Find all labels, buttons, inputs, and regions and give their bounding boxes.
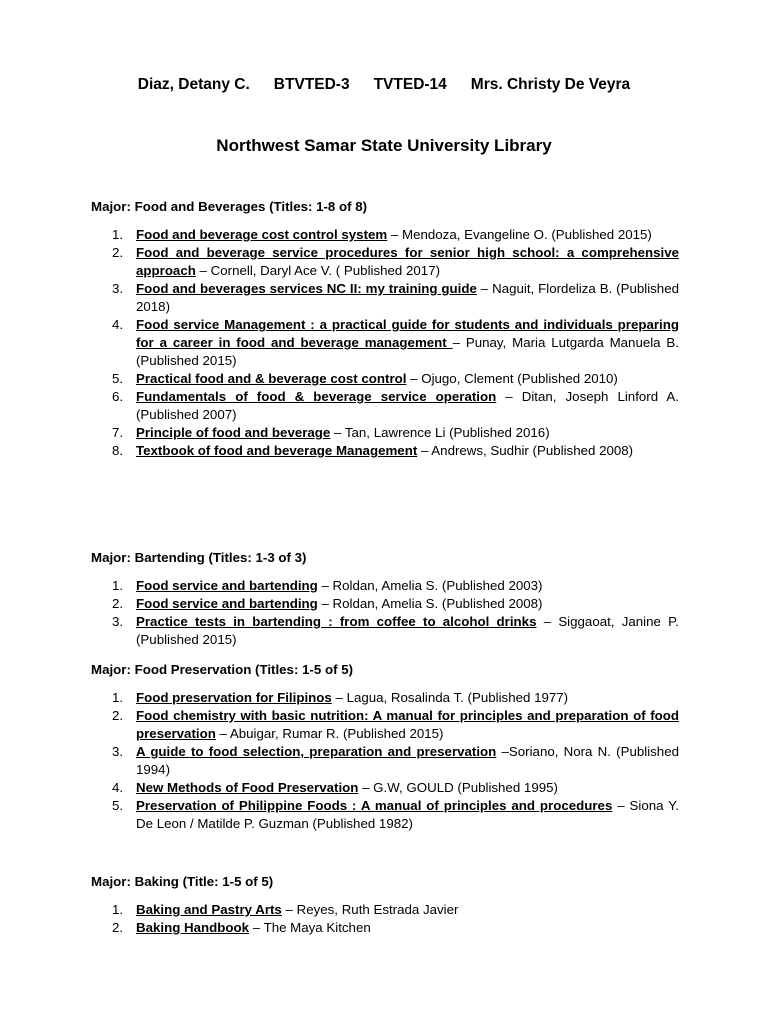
book-title: Practice tests in bartending : from coffee to alcohol drinks [136, 614, 537, 629]
item-number: 8. [112, 443, 124, 458]
list-item [91, 743, 679, 779]
book-title: Food chemistry with basic nutrition: A manual for principles and preparation of food preservation [136, 708, 679, 741]
book-title: Preservation of Philippine Foods : A manual of principles and procedures [136, 798, 613, 813]
list-item [91, 901, 679, 919]
section-code: TVTED-14 [373, 76, 447, 93]
item-number: 1. [112, 690, 124, 705]
section-food-preservation [91, 661, 679, 833]
list-item [91, 919, 679, 937]
list-item [91, 707, 679, 743]
item-number: 2. [112, 708, 124, 723]
item-number: 6. [112, 389, 124, 404]
book-details: – Reyes, Ruth Estrada Javier [281, 902, 459, 917]
list-item [91, 316, 679, 370]
book-details: – Ditan, Joseph Linford A. (Published 2007) [136, 389, 679, 422]
book-details: – Mendoza, Evangeline O. (Published 2015) [387, 227, 652, 242]
course-code: BTVTED-3 [273, 76, 350, 93]
item-number: 2. [112, 245, 124, 260]
book-title: Practical food and & beverage cost control [136, 371, 407, 386]
list-item [91, 613, 679, 649]
list-item [91, 226, 679, 244]
list-item [91, 442, 679, 460]
book-details: – Tan, Lawrence Li (Published 2016) [330, 425, 550, 440]
book-title: New Methods of Food Preservation [136, 780, 359, 795]
list-item [91, 424, 679, 442]
section-heading: Major: Bartending (Titles: 1-3 of 3) [91, 550, 307, 565]
book-details: – Lagua, Rosalinda T. (Published 1977) [331, 690, 569, 705]
book-list [91, 226, 679, 460]
item-number: 1. [112, 227, 124, 242]
list-item [91, 595, 679, 613]
list-item [91, 388, 679, 424]
book-details: – Roldan, Amelia S. (Published 2003) [317, 578, 543, 593]
book-details: – Roldan, Amelia S. (Published 2008) [317, 596, 543, 611]
section-heading: Major: Food and Beverages (Titles: 1-8 of 8) [91, 199, 368, 214]
list-item [91, 280, 679, 316]
student-header [0, 76, 768, 94]
book-title: A guide to food selection, preparation and preservation [136, 744, 497, 759]
book-title: Textbook of food and beverage Management [136, 443, 418, 458]
list-item [91, 244, 679, 280]
book-list [91, 577, 679, 649]
book-list [91, 689, 679, 833]
book-title: Food service and bartending [136, 596, 318, 611]
book-details: – Andrews, Sudhir (Published 2008) [417, 443, 634, 458]
section-food-and-beverages [91, 198, 679, 460]
item-number: 5. [112, 798, 124, 813]
page-title: Northwest Samar State University Library [216, 136, 552, 155]
item-number: 7. [112, 425, 124, 440]
list-item [91, 577, 679, 595]
book-title: Food service Management : a practical guide for students and individuals preparing for a career in food and beverage management [136, 317, 679, 350]
book-title: Baking and Pastry Arts [136, 902, 282, 917]
section-heading: Major: Baking (Title: 1-5 of 5) [91, 874, 274, 889]
book-title: Food service and bartending [136, 578, 318, 593]
book-details: – Abuigar, Rumar R. (Published 2015) [215, 726, 444, 741]
list-item [91, 797, 679, 833]
item-number: 5. [112, 371, 124, 386]
section-baking [91, 873, 679, 937]
item-number: 4. [112, 317, 124, 332]
item-number: 1. [112, 902, 124, 917]
section-bartending [91, 549, 679, 649]
item-number: 4. [112, 780, 124, 795]
book-title: Food and beverage service procedures for senior high school: a comprehensive approach [136, 245, 679, 278]
list-item [91, 779, 679, 797]
book-details: – Ojugo, Clement (Published 2010) [406, 371, 618, 386]
book-details: – G.W, GOULD (Published 1995) [358, 780, 558, 795]
instructor-name: Mrs. Christy De Veyra [470, 76, 631, 93]
item-number: 2. [112, 920, 124, 935]
student-name: Diaz, Detany C. [137, 76, 250, 93]
list-item [91, 370, 679, 388]
item-number: 1. [112, 578, 124, 593]
book-details: – Punay, Maria Lutgarda Manuela B. (Published 2015) [136, 335, 679, 368]
item-number: 3. [112, 744, 124, 759]
book-details: – Cornell, Daryl Ace V. ( Published 2017) [195, 263, 441, 278]
book-details: –Soriano, Nora N. (Published 1994) [136, 744, 679, 777]
item-number: 3. [112, 281, 124, 296]
item-number: 3. [112, 614, 124, 629]
book-list [91, 901, 679, 937]
book-title: Food and beverages services NC II: my training guide [136, 281, 477, 296]
item-number: 2. [112, 596, 124, 611]
section-heading: Major: Food Preservation (Titles: 1-5 of 5) [91, 662, 354, 677]
list-item [91, 689, 679, 707]
book-title: Fundamentals of food & beverage service operation [136, 389, 497, 404]
book-details: – Naguit, Flordeliza B. (Published 2018) [136, 281, 679, 314]
book-title: Food preservation for Filipinos [136, 690, 332, 705]
book-title: Principle of food and beverage [136, 425, 331, 440]
book-title: Baking Handbook [136, 920, 250, 935]
book-details: – The Maya Kitchen [249, 920, 371, 935]
book-details: – Siona Y. De Leon / Matilde P. Guzman (Published 1982) [136, 798, 679, 831]
book-details: – Siggaoat, Janine P. (Published 2015) [136, 614, 679, 647]
book-title: Food and beverage cost control system [136, 227, 388, 242]
